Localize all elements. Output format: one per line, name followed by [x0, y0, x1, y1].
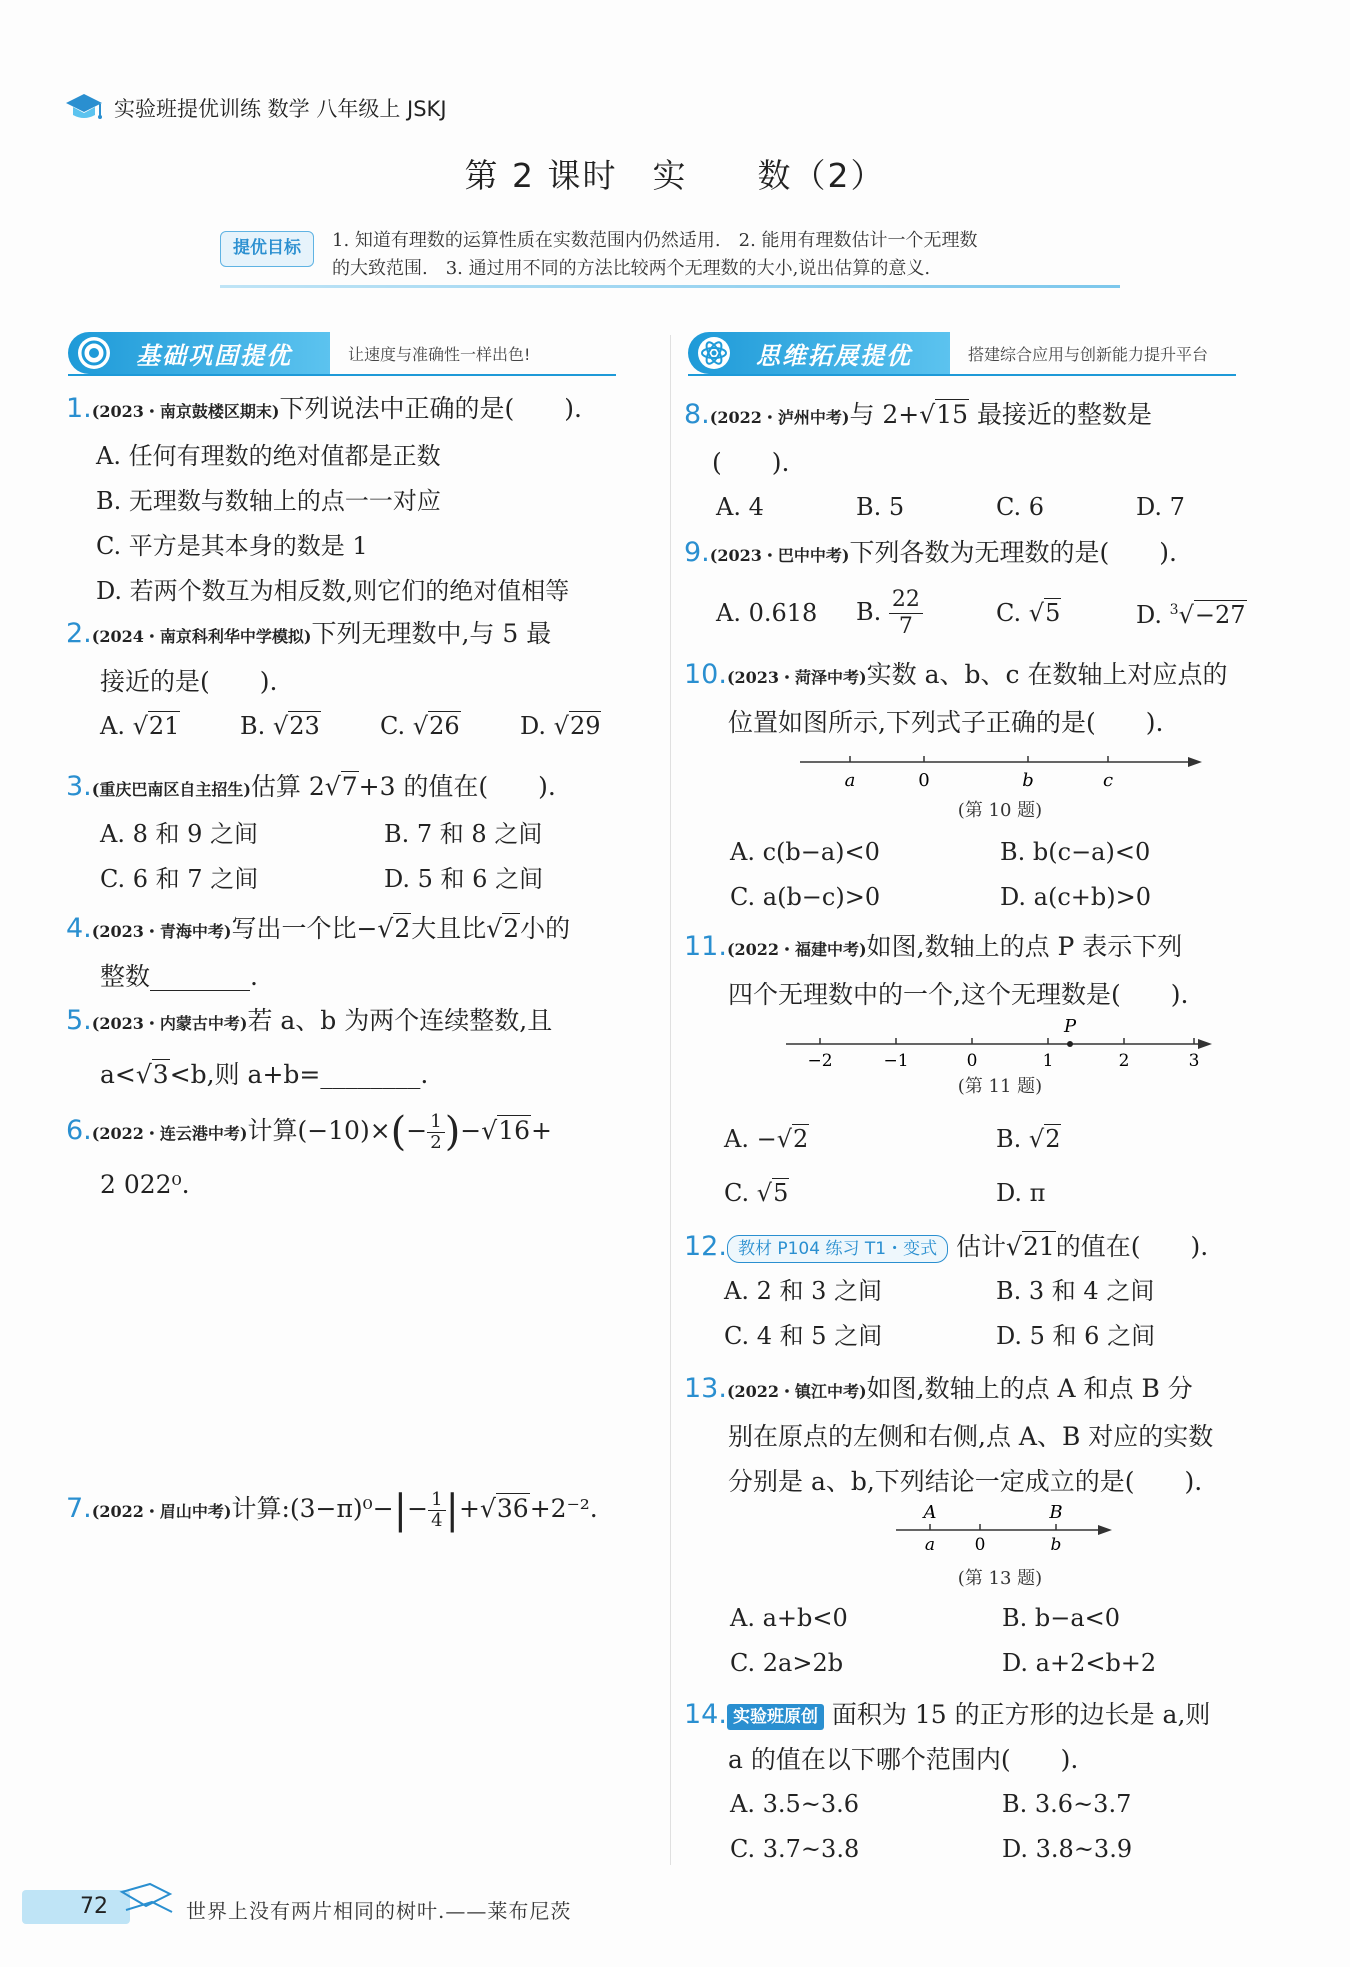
goals-text	[332, 227, 1122, 283]
q14-option-d: D. 3.8~3.9	[1002, 1835, 1133, 1863]
q13-number: 13.	[684, 1373, 727, 1404]
q14-number: 14.	[684, 1699, 727, 1730]
left-section-header	[68, 332, 616, 374]
q11-number: 11.	[684, 931, 727, 962]
q11-option-b: B. √2	[996, 1125, 1061, 1153]
q13-label-b: b	[1050, 1535, 1062, 1555]
q2-source: (2024・南京科利华中学模拟)	[91, 627, 312, 646]
q11-tick-1: 1	[1042, 1051, 1054, 1071]
question-2	[66, 611, 666, 749]
q1-source: (2023・南京鼓楼区期末)	[91, 402, 280, 421]
page-number-badge	[22, 1880, 182, 1930]
q10-caption: (第 10 题)	[957, 800, 1043, 821]
q7-stem: 计算:(3−π)⁰−|− $\frac{1}{4}$ |+√36+2⁻².	[231, 1487, 598, 1533]
question-9	[684, 530, 1284, 648]
q10-label-a: a	[844, 770, 856, 791]
q5-stem-line-1: 若 a、b 为两个连续整数,且	[247, 1006, 553, 1035]
q2-option-a: A. √21	[100, 712, 180, 740]
question-4	[66, 906, 666, 999]
q2-option-c: C. √26	[380, 712, 460, 740]
q3-option-c: C. 6 和 7 之间	[100, 865, 259, 893]
q11-option-d: D. π	[996, 1179, 1046, 1207]
right-section-bar	[688, 332, 950, 374]
q8-option-b: B. 5	[856, 493, 905, 521]
q7-number: 7.	[66, 1493, 92, 1524]
column-divider	[670, 335, 671, 1865]
q2-option-d: D. √29	[520, 712, 601, 740]
q13-source: (2022・镇江中考)	[726, 1382, 867, 1401]
q1-number: 1.	[66, 393, 92, 424]
q6-source: (2022・连云港中考)	[91, 1124, 248, 1143]
right-section-underline	[688, 374, 1236, 376]
goals-line-1: 1. 知道有理数的运算性质在实数范围内仍然适用. 2. 能用有理数估计一个无理数	[332, 230, 978, 251]
q11-options-row-2	[724, 1166, 1284, 1220]
q11-tick-neg1: −1	[883, 1051, 909, 1071]
question-6	[66, 1108, 666, 1207]
q3-options-row-2	[66, 857, 666, 902]
q12-stem: 估计√21的值在( ).	[956, 1232, 1209, 1261]
learning-goals	[220, 223, 1120, 293]
question-12	[684, 1224, 1284, 1359]
q13-stem-line-1: 如图,数轴上的点 A 和点 B 分	[866, 1374, 1193, 1403]
q14-options-row-2	[684, 1827, 1284, 1872]
q12-options-row-1	[684, 1269, 1284, 1314]
left-section-subtitle: 让速度与准确性一样出色!	[348, 345, 531, 364]
q10-stem-line-1: 实数 a、b、c 在数轴上对应点的	[866, 660, 1228, 689]
goals-underline	[220, 285, 1120, 288]
target-icon	[78, 337, 110, 369]
q11-tick-3: 3	[1188, 1051, 1200, 1071]
q13-stem-line-2: 别在原点的左侧和右侧,点 A、B 对应的实数	[728, 1422, 1214, 1451]
page-number: 72	[80, 1894, 108, 1919]
q14-option-b: B. 3.6~3.7	[1002, 1790, 1132, 1818]
q13-label-0: 0	[974, 1535, 986, 1555]
q8-option-c: C. 6	[996, 493, 1045, 521]
q10-source: (2023・菏泽中考)	[726, 668, 867, 687]
q1-option-d: D. 若两个数互为相反数,则它们的绝对值相等	[96, 577, 570, 605]
q4-stem: 写出一个比−√2大且比√2小的	[231, 914, 571, 943]
book-header	[64, 92, 447, 124]
q11-source: (2022・福建中考)	[726, 940, 867, 959]
question-14	[684, 1692, 1284, 1872]
q10-option-d: D. a(c+b)>0	[1000, 883, 1151, 911]
book-title: 实验班提优训练 数学 八年级上 JSKJ	[114, 97, 447, 121]
question-8	[684, 392, 1284, 530]
left-section-title: 基础巩固提优	[136, 342, 292, 370]
q3-stem: 估算 2√7+3 的值在( ).	[250, 772, 556, 801]
q11-point-label: P	[1063, 1016, 1077, 1037]
question-11	[684, 924, 1284, 1017]
q7-fraction: $\frac{1}{4}$	[428, 1490, 445, 1531]
q11-number-line	[780, 1016, 1220, 1072]
q1-option-b: B. 无理数与数轴上的点一一对应	[96, 487, 441, 515]
q3-source: (重庆巴南区自主招生)	[91, 780, 251, 799]
q14-stem-line-2: a 的值在以下哪个范围内( ).	[728, 1745, 1079, 1774]
q8-stem: 与 2+√15 最接近的整数是	[849, 400, 1152, 429]
q8-options	[684, 485, 1284, 530]
q10-options-row-1	[730, 830, 1290, 875]
question-1	[66, 386, 656, 614]
graduation-cap-icon	[64, 92, 104, 124]
q13-options-row-1	[730, 1596, 1290, 1641]
q12-option-a: A. 2 和 3 之间	[724, 1277, 883, 1305]
q13-caption: (第 13 题)	[957, 1568, 1043, 1589]
q8-option-a: A. 4	[716, 493, 764, 521]
q12-option-d: D. 5 和 6 之间	[996, 1322, 1156, 1350]
q2-stem-line-1: 下列无理数中,与 5 最	[311, 619, 552, 648]
q6-number: 6.	[66, 1115, 92, 1146]
q14-stem-line-1: 面积为 15 的正方形的边长是 a,则	[831, 1700, 1211, 1729]
q2-options	[66, 704, 666, 749]
q11-caption: (第 11 题)	[957, 1076, 1043, 1097]
q13-option-b: B. b−a<0	[1002, 1604, 1121, 1632]
q11-tick-neg2: −2	[807, 1051, 833, 1071]
question-10	[684, 652, 1284, 745]
q12-options-row-2	[684, 1314, 1284, 1359]
q14-original-tag: 实验班原创	[727, 1704, 824, 1730]
q8-option-d: D. 7	[1136, 493, 1185, 521]
q3-number: 3.	[66, 771, 92, 802]
q14-option-a: A. 3.5~3.6	[730, 1790, 860, 1818]
q10-label-0: 0	[918, 770, 930, 791]
q6-stem: 计算(−10)×(− $\frac{1}{2}$ )−√16+	[247, 1109, 552, 1155]
q11-options	[724, 1112, 1284, 1220]
q4-source: (2023・青海中考)	[91, 922, 232, 941]
q11-options-row-1	[724, 1112, 1284, 1166]
right-section-header	[688, 332, 1236, 374]
q8-source: (2022・泸州中考)	[709, 408, 850, 427]
q9-option-d: D. $^3$√−27	[1136, 601, 1246, 629]
left-section-underline	[68, 374, 616, 376]
goals-line-2: 的大致范围. 3. 通过用不同的方法比较两个无理数的大小,说出估算的意义.	[332, 258, 931, 279]
lesson-title: 第 2 课时 实 数（2）	[464, 156, 886, 195]
q3-option-a: A. 8 和 9 之间	[100, 820, 259, 848]
q1-option-c: C. 平方是其本身的数是 1	[96, 532, 368, 560]
q10-option-b: B. b(c−a)<0	[1000, 838, 1151, 866]
q8-stem-line-2: ( ).	[712, 448, 790, 477]
q13-number-line	[890, 1500, 1120, 1560]
q9-number: 9.	[684, 537, 710, 568]
q12-number: 12.	[684, 1231, 727, 1262]
q11-tick-2: 2	[1118, 1051, 1130, 1071]
q13-option-a: A. a+b<0	[730, 1604, 848, 1632]
q4-number: 4.	[66, 913, 92, 944]
goals-tag: 提优目标	[220, 231, 314, 267]
q13-label-a: a	[924, 1535, 936, 1555]
q13-point-b: B	[1049, 1502, 1063, 1523]
right-section-title: 思维拓展提优	[756, 342, 912, 370]
question-7	[66, 1486, 666, 1534]
q6-fraction: $\frac{1}{2}$	[427, 1112, 444, 1153]
q3-option-b: B. 7 和 8 之间	[384, 820, 543, 848]
footer-quote: 世界上没有两片相同的树叶.——莱布尼茨	[186, 1899, 572, 1923]
q10-option-c: C. a(b−c)>0	[730, 883, 881, 911]
q7-source: (2022・眉山中考)	[91, 1502, 232, 1521]
q1-option-a: A. 任何有理数的绝对值都是正数	[96, 442, 441, 470]
q5-number: 5.	[66, 1005, 92, 1036]
q13-option-d: D. a+2<b+2	[1002, 1649, 1157, 1677]
left-section-bar	[68, 332, 330, 374]
q13-option-c: C. 2a>2b	[730, 1649, 844, 1677]
q9-option-a: A. 0.618	[716, 598, 818, 627]
q4-stem-line-2: 整数________.	[100, 962, 258, 991]
question-13	[684, 1366, 1284, 1504]
q9-option-c: C. √5	[996, 598, 1061, 627]
q13-options	[730, 1596, 1290, 1686]
q12-option-b: B. 3 和 4 之间	[996, 1277, 1155, 1305]
q6-stem-line-2: 2 022⁰.	[100, 1170, 190, 1199]
q10-options	[730, 830, 1290, 920]
q11-point-p	[1067, 1041, 1073, 1047]
q2-option-b: B. √23	[240, 712, 320, 740]
question-3	[66, 764, 666, 902]
q11-stem-line-1: 如图,数轴上的点 P 表示下列	[866, 932, 1183, 961]
q14-option-c: C. 3.7~3.8	[730, 1835, 860, 1863]
q10-label-b: b	[1022, 770, 1034, 791]
q13-point-a: A	[923, 1502, 937, 1523]
right-section-subtitle: 搭建综合应用与创新能力提升平台	[968, 345, 1209, 364]
q11-option-c: C. √5	[724, 1179, 789, 1207]
q10-label-c: c	[1102, 770, 1114, 791]
q11-option-a: A. −√2	[724, 1125, 809, 1153]
q14-options-row-1	[684, 1782, 1284, 1827]
q9-options	[684, 578, 1284, 648]
q10-stem-line-2: 位置如图所示,下列式子正确的是( ).	[728, 708, 1164, 737]
q9-source: (2023・巴中中考)	[709, 546, 850, 565]
q13-stem-line-3: 分别是 a、b,下列结论一定成立的是( ).	[728, 1467, 1203, 1496]
question-5	[66, 998, 666, 1097]
atom-icon	[698, 337, 730, 369]
q12-option-c: C. 4 和 5 之间	[724, 1322, 883, 1350]
q8-number: 8.	[684, 399, 710, 430]
q10-number-line	[790, 748, 1210, 792]
q13-options-row-2	[730, 1641, 1290, 1686]
q9-stem: 下列各数为无理数的是( ).	[849, 538, 1177, 567]
q10-option-a: A. c(b−a)<0	[730, 838, 880, 866]
q3-option-d: D. 5 和 6 之间	[384, 865, 544, 893]
q12-textbook-tag: 教材 P104 练习 T1・变式	[727, 1235, 948, 1263]
q2-stem-line-2: 接近的是( ).	[100, 667, 278, 696]
q10-options-row-2	[730, 875, 1290, 920]
q3-options-row-1	[66, 812, 666, 857]
q5-source: (2023・内蒙古中考)	[91, 1014, 248, 1033]
q10-number: 10.	[684, 659, 727, 690]
q11-stem-line-2: 四个无理数中的一个,这个无理数是( ).	[728, 980, 1189, 1009]
q11-tick-0: 0	[966, 1051, 978, 1071]
q9-option-b: B. $\frac{22}{7}$	[856, 587, 996, 640]
q5-stem-line-2: a<√3<b,则 a+b=________.	[100, 1060, 429, 1089]
q2-number: 2.	[66, 618, 92, 649]
q1-stem: 下列说法中正确的是( ).	[279, 394, 582, 423]
